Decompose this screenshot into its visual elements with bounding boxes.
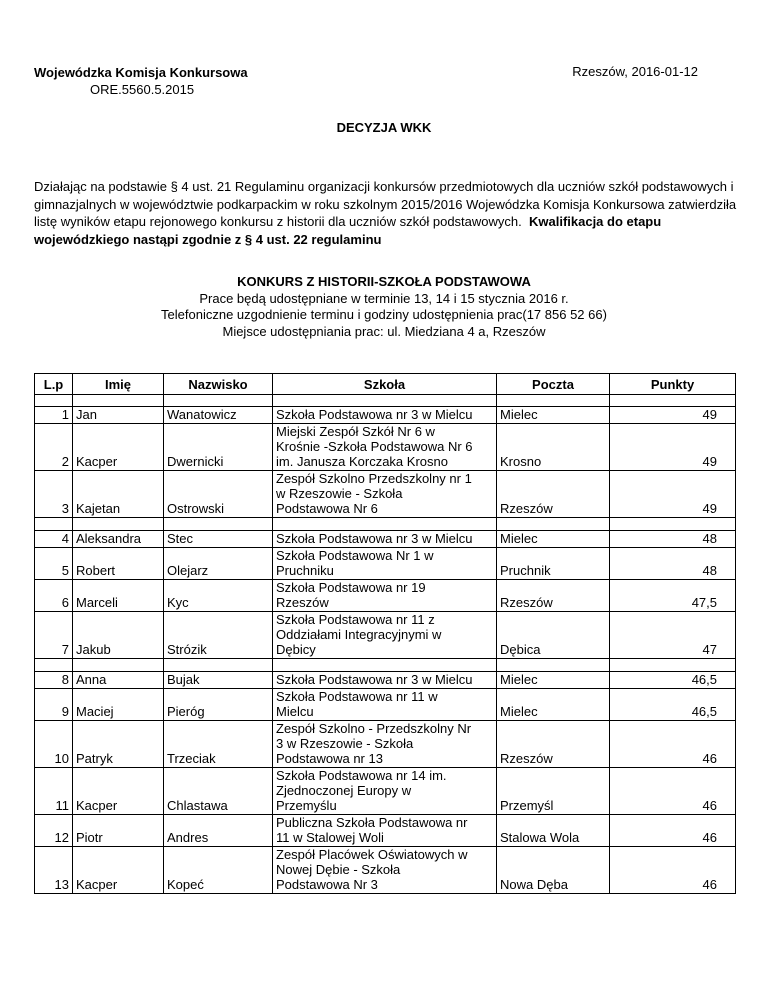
cell-lp: 10 (35, 721, 73, 768)
cell-punkty: 49 (610, 424, 736, 471)
table-row (35, 672, 736, 689)
cell-poczta: Przemyśl (497, 768, 610, 815)
school-line: 3 w Rzeszowie - Szkoła (276, 736, 414, 751)
cell-punkty: 46 (610, 768, 736, 815)
cell-punkty: 49 (610, 471, 736, 518)
cell-poczta: Pruchnik (497, 548, 610, 580)
cell-punkty: 49 (610, 407, 736, 424)
cell-imie: Kacper (73, 847, 164, 894)
intro-paragraph (34, 178, 739, 248)
intro-bold-text: Kwalifikacja do etapu wojewódzkiego nastąpi zgodnie z § 4 ust. 22 regulaminu (34, 214, 662, 247)
cell-poczta: Rzeszów (497, 471, 610, 518)
cell-punkty: 48 (610, 531, 736, 548)
cell-punkty: 46 (610, 815, 736, 847)
cell-imie: Anna (73, 672, 164, 689)
table-row (35, 548, 736, 580)
contest-line-1: Prace będą udostępniane w terminie 13, 14 i 15 stycznia 2016 r. (199, 290, 569, 306)
col-header-imie: Imię (73, 374, 164, 395)
cell-nazwisko: Pieróg (164, 689, 273, 721)
cell-szkola (273, 424, 497, 471)
cell-nazwisko: Strózik (164, 612, 273, 659)
cell-lp: 5 (35, 548, 73, 580)
place-date: Rzeszów, 2016-01-12 (572, 64, 698, 79)
cell-nazwisko: Ostrowski (164, 471, 273, 518)
school-line: 11 w Stalowej Woli (276, 830, 384, 845)
cell-imie: Patryk (73, 721, 164, 768)
cell-punkty: 47 (610, 612, 736, 659)
cell-imie: Kacper (73, 424, 164, 471)
cell-poczta: Stalowa Wola (497, 815, 610, 847)
school-line: Szkoła Podstawowa nr 3 w Mielcu (276, 407, 473, 422)
cell-lp: 8 (35, 672, 73, 689)
cell-szkola (273, 672, 497, 689)
cell-szkola (273, 815, 497, 847)
cell-imie: Jan (73, 407, 164, 424)
cell-nazwisko: Kyc (164, 580, 273, 612)
school-line: Krośnie -Szkoła Podstawowa Nr 6 (276, 439, 473, 454)
cell-poczta: Mielec (497, 407, 610, 424)
cell-poczta: Dębica (497, 612, 610, 659)
cell-lp: 3 (35, 471, 73, 518)
school-line: Zespół Szkolno Przedszkolny nr 1 (276, 471, 472, 486)
table-body (35, 407, 736, 894)
cell-lp: 11 (35, 768, 73, 815)
cell-lp: 2 (35, 424, 73, 471)
cell-nazwisko: Olejarz (164, 548, 273, 580)
table-row (35, 815, 736, 847)
cell-imie: Kajetan (73, 471, 164, 518)
table-row (35, 407, 736, 424)
school-line: Miejski Zespół Szkół Nr 6 w (276, 424, 435, 439)
spacer-row (35, 395, 736, 407)
school-line: Szkoła Podstawowa nr 19 (276, 580, 426, 595)
school-line: Szkoła Podstawowa nr 3 w Mielcu (276, 672, 473, 687)
school-line: Podstawowa Nr 6 (276, 501, 378, 516)
cell-nazwisko: Kopeć (164, 847, 273, 894)
cell-nazwisko: Chlastawa (164, 768, 273, 815)
cell-imie: Piotr (73, 815, 164, 847)
school-line: Zespół Placówek Oświatowych w (276, 847, 468, 862)
table-row (35, 471, 736, 518)
intro-text: Działając na podstawie § 4 ust. 21 Regulaminu organizacji konkursów przedmiotowych dla uczniów szkół podstawowych i gimnazjalnych w województwie podkarpackim w roku szkolnym 2015/2016 Wojewódzka Komisja Konkursowa zatwierdziła listę wyników etapu rejonowego konkursu z historii dla uczniów szkół podstawowych. (34, 179, 737, 229)
school-line: Podstawowa nr 13 (276, 751, 383, 766)
cell-szkola (273, 471, 497, 518)
school-line: Szkoła Podstawowa nr 3 w Mielcu (276, 531, 473, 546)
school-line: Dębicy (276, 642, 316, 657)
school-line: Nowej Dębie - Szkoła (276, 862, 401, 877)
cell-imie: Maciej (73, 689, 164, 721)
school-line: w Rzeszowie - Szkoła (276, 486, 403, 501)
cell-lp: 9 (35, 689, 73, 721)
decision-title: DECYZJA WKK (336, 120, 432, 135)
col-header-szkola: Szkoła (273, 374, 497, 395)
reference-number: ORE.5560.5.2015 (90, 82, 195, 97)
cell-lp: 12 (35, 815, 73, 847)
cell-szkola (273, 689, 497, 721)
school-line: Oddziałami Integracyjnymi w (276, 627, 442, 642)
school-line: im. Janusza Korczaka Krosno (276, 454, 448, 469)
cell-punkty: 47,5 (610, 580, 736, 612)
cell-nazwisko: Bujak (164, 672, 273, 689)
contest-info (0, 274, 768, 340)
cell-nazwisko: Wanatowicz (164, 407, 273, 424)
cell-lp: 6 (35, 580, 73, 612)
table-row (35, 531, 736, 548)
col-header-punkty: Punkty (610, 374, 736, 395)
cell-imie: Robert (73, 548, 164, 580)
spacer-row (35, 659, 736, 672)
contest-title: KONKURS Z HISTORII-SZKOŁA PODSTAWOWA (237, 274, 531, 289)
table-row (35, 580, 736, 612)
cell-poczta: Mielec (497, 672, 610, 689)
cell-szkola (273, 612, 497, 659)
cell-imie: Marceli (73, 580, 164, 612)
cell-poczta: Nowa Dęba (497, 847, 610, 894)
school-line: Pruchniku (276, 563, 334, 578)
cell-punkty: 48 (610, 548, 736, 580)
school-line: Rzeszów (276, 595, 329, 610)
cell-imie: Aleksandra (73, 531, 164, 548)
cell-poczta: Mielec (497, 689, 610, 721)
cell-szkola (273, 768, 497, 815)
school-line: Przemyślu (276, 798, 337, 813)
table-header-row (35, 374, 736, 395)
cell-lp: 7 (35, 612, 73, 659)
cell-punkty: 46 (610, 721, 736, 768)
school-line: Podstawowa Nr 3 (276, 877, 378, 892)
organization-name: Wojewódzka Komisja Konkursowa (34, 65, 248, 80)
col-header-poczta: Poczta (497, 374, 610, 395)
cell-nazwisko: Andres (164, 815, 273, 847)
cell-nazwisko: Trzeciak (164, 721, 273, 768)
school-line: Mielcu (276, 704, 314, 719)
school-line: Szkoła Podstawowa nr 14 im. (276, 768, 447, 783)
cell-punkty: 46 (610, 847, 736, 894)
results-table (34, 373, 736, 894)
header-left (34, 64, 248, 98)
school-line: Zjednoczonej Europy w (276, 783, 412, 798)
table-row (35, 689, 736, 721)
table-row (35, 768, 736, 815)
table-row (35, 847, 736, 894)
cell-poczta: Rzeszów (497, 580, 610, 612)
cell-punkty: 46,5 (610, 689, 736, 721)
cell-poczta: Rzeszów (497, 721, 610, 768)
cell-szkola (273, 548, 497, 580)
school-line: Szkoła Podstawowa Nr 1 w (276, 548, 434, 563)
cell-poczta: Mielec (497, 531, 610, 548)
cell-szkola (273, 531, 497, 548)
cell-lp: 1 (35, 407, 73, 424)
school-line: Zespół Szkolno - Przedszkolny Nr (276, 721, 472, 736)
col-header-lp: L.p (35, 374, 73, 395)
school-line: Szkoła Podstawowa nr 11 w (276, 689, 438, 704)
cell-lp: 13 (35, 847, 73, 894)
cell-lp: 4 (35, 531, 73, 548)
cell-imie: Kacper (73, 768, 164, 815)
cell-szkola (273, 580, 497, 612)
cell-punkty: 46,5 (610, 672, 736, 689)
contest-line-3: Miejsce udostępniania prac: ul. Miedziana 4 a, Rzeszów (222, 323, 546, 339)
school-line: Publiczna Szkoła Podstawowa nr (276, 815, 468, 830)
cell-nazwisko: Stec (164, 531, 273, 548)
cell-szkola (273, 407, 497, 424)
cell-nazwisko: Dwernicki (164, 424, 273, 471)
school-line: Szkoła Podstawowa nr 11 z (276, 612, 435, 627)
col-header-nazwisko: Nazwisko (164, 374, 273, 395)
cell-szkola (273, 721, 497, 768)
spacer-row (35, 518, 736, 531)
table-row (35, 612, 736, 659)
table-row (35, 721, 736, 768)
cell-szkola (273, 847, 497, 894)
cell-poczta: Krosno (497, 424, 610, 471)
contest-line-2: Telefoniczne uzgodnienie terminu i godziny udostępnienia prac(17 856 52 66) (161, 307, 607, 322)
cell-imie: Jakub (73, 612, 164, 659)
table-row (35, 424, 736, 471)
